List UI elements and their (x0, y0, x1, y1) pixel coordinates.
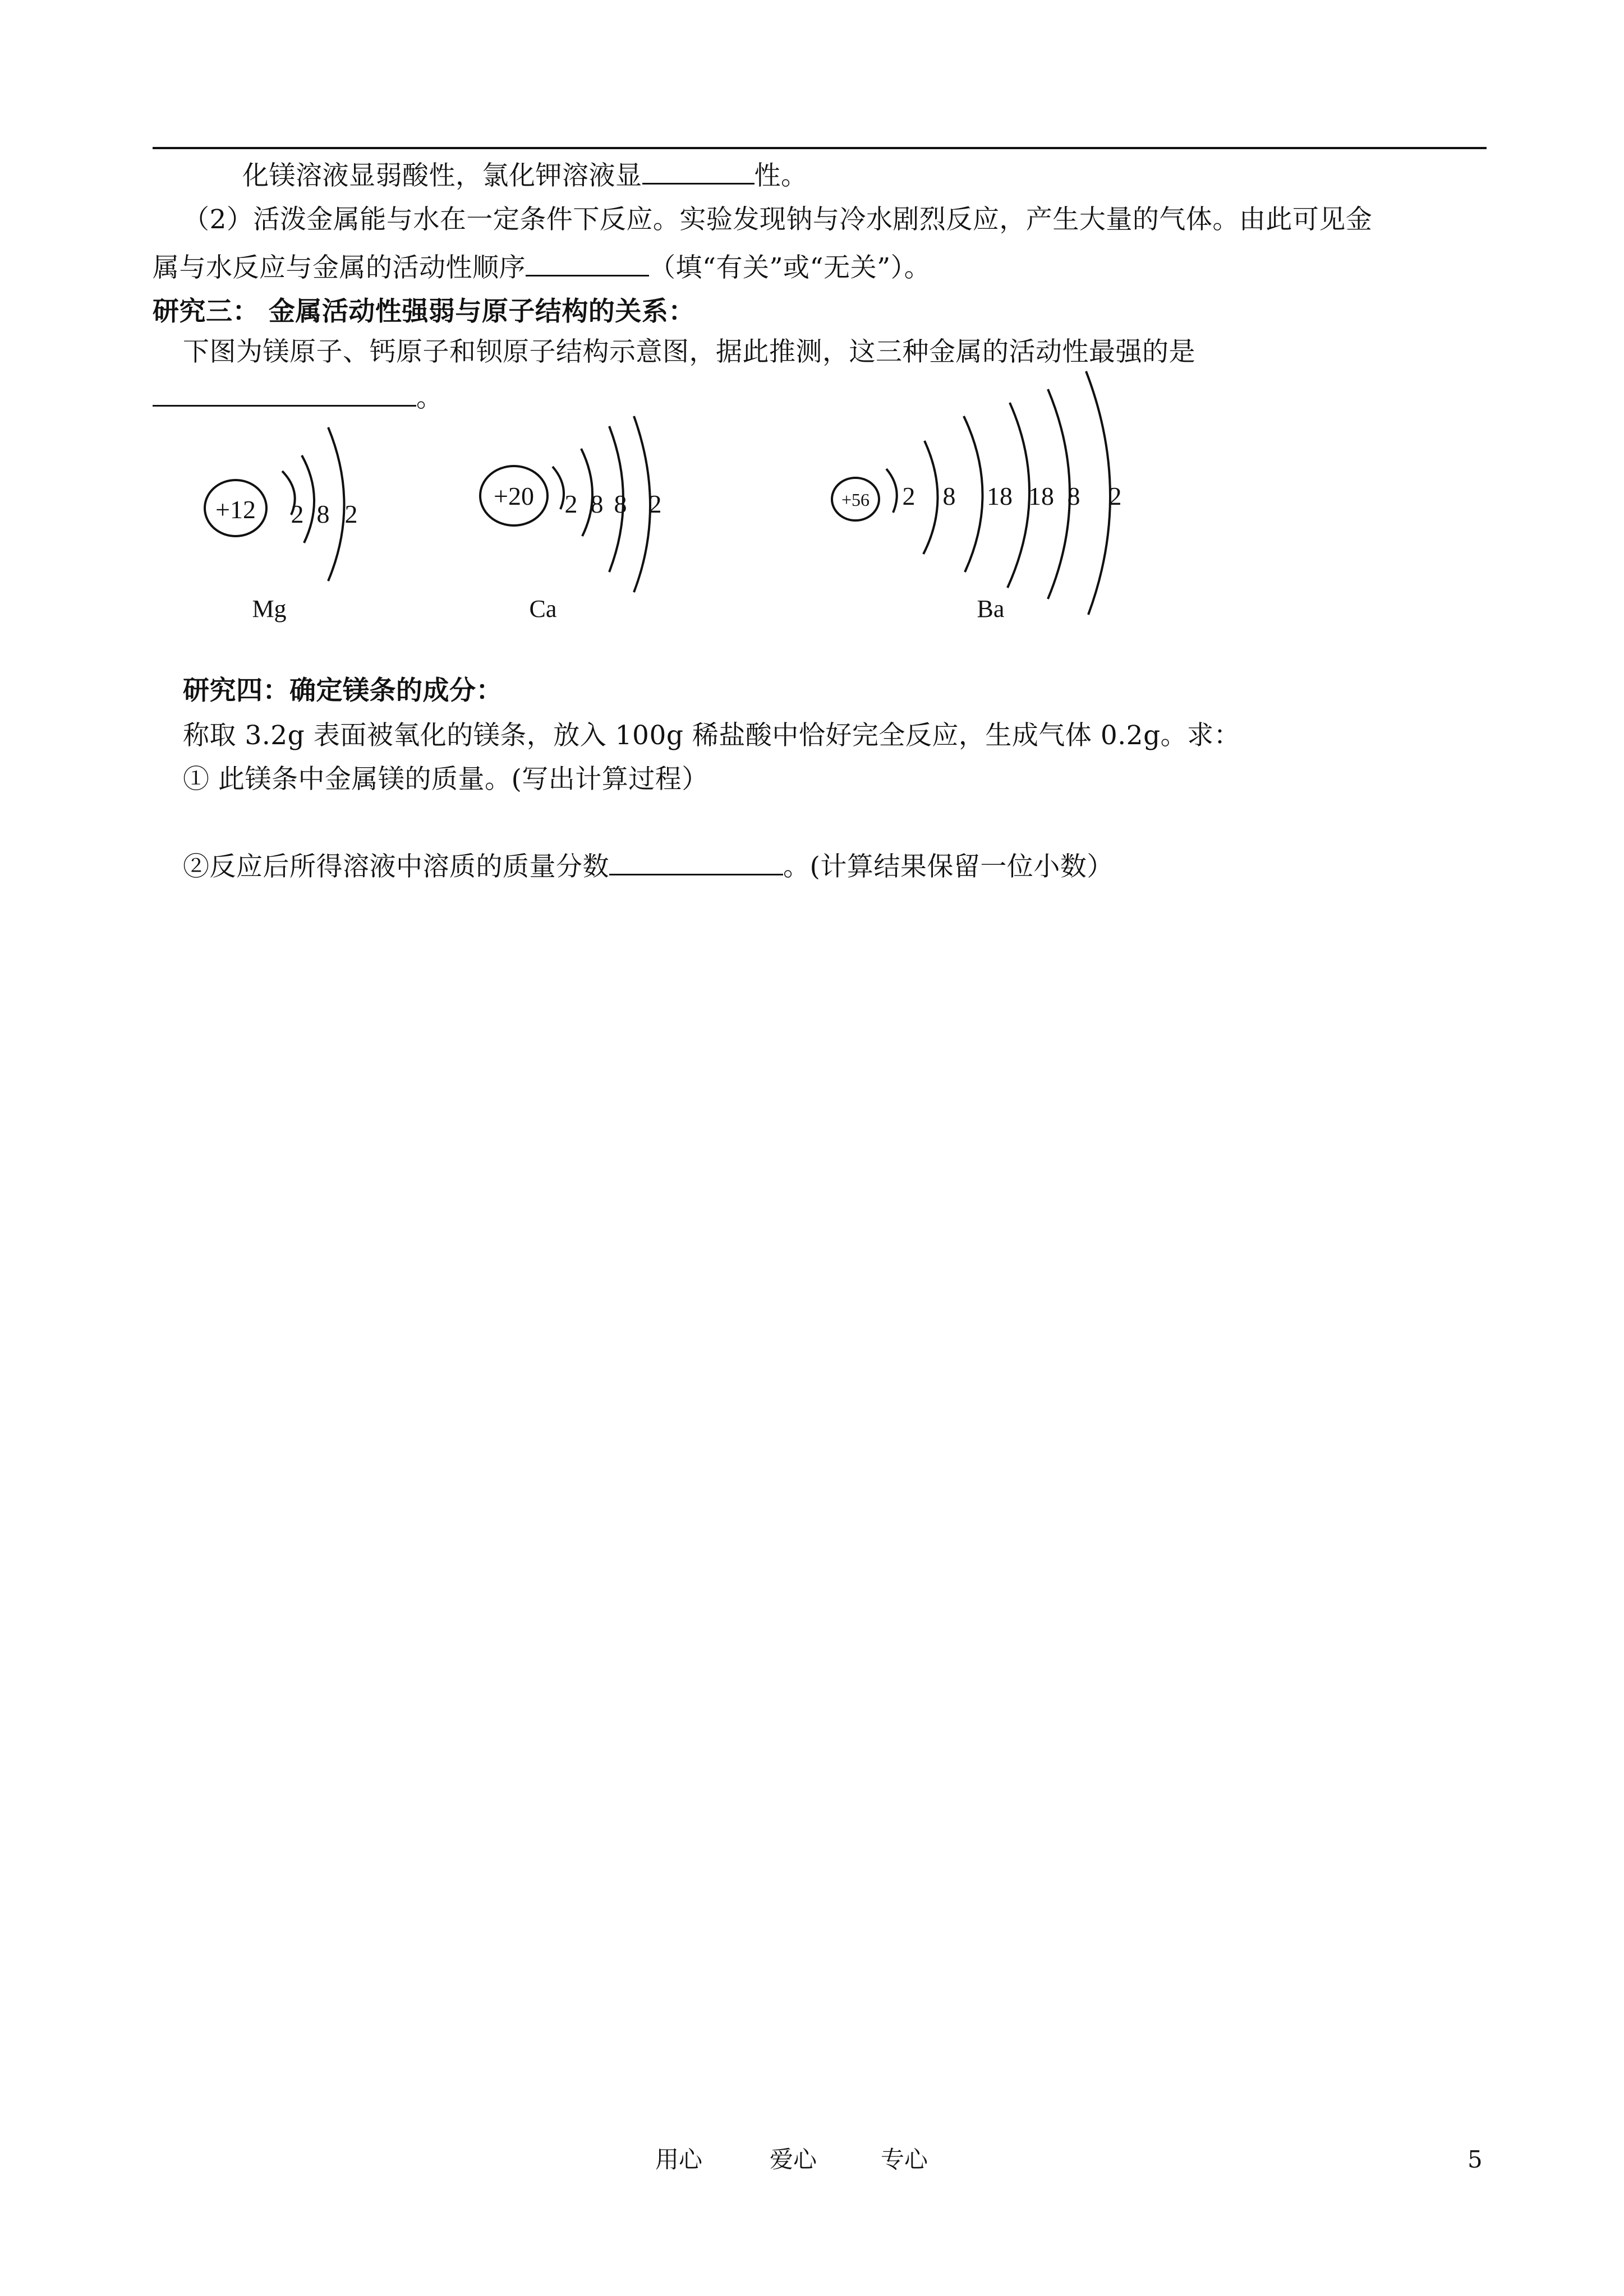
text-l3-before: 属与水反应与金属的活动性顺序 (153, 252, 526, 283)
ba-shell-electrons: 8 (942, 482, 956, 510)
text-l2: （2）活泼金属能与水在一定条件下反应。实验发现钠与冷水剧烈反应，产生大量的气体。由此可见金 (183, 204, 1373, 235)
text-q2-before: ②反应后所得溶液中溶质的质量分数 (183, 851, 609, 882)
ba-shell-arc (923, 441, 938, 554)
line-active-metal-water (183, 203, 1372, 237)
ba-shell-arc (1048, 389, 1070, 599)
study4-title: 研究四：确定镁条的成分： (183, 675, 503, 706)
ca-shell-electrons: 8 (614, 490, 627, 518)
answer-blank-activity-order[interactable] (526, 249, 649, 276)
ca-nucleus-circle (480, 466, 548, 525)
line-most-active-metal (153, 379, 443, 415)
ca-shell-arc (634, 416, 650, 592)
question-1: ① 此镁条中金属镁的质量。(写出计算过程） (183, 764, 709, 795)
mg-nucleus-circle (205, 480, 266, 536)
mg-shell-arc (302, 455, 314, 543)
study3-title: 研究三： 金属活动性强弱与原子结构的关系： (153, 296, 695, 327)
line-activity-order (153, 249, 931, 285)
mg-shell-electrons: 2 (344, 500, 358, 528)
answer-blank-most-active-metal[interactable] (153, 379, 416, 407)
ba-shell-electrons: 18 (1028, 482, 1054, 510)
ba-shell-arc (964, 416, 983, 572)
ba-nucleus-label: +56 (841, 490, 870, 510)
mg-symbol: Mg (252, 595, 287, 623)
text-q2-after: 。(计算结果保留一位小数） (783, 851, 1114, 882)
footer-motto-3: 专心 (881, 2146, 928, 2173)
answer-blank-potassium-chloride[interactable] (642, 157, 755, 185)
answer-blank-mass-fraction[interactable] (609, 848, 783, 875)
footer-motto-2: 爱心 (770, 2146, 817, 2173)
ba-nucleus-circle (832, 478, 879, 520)
text-l1-before: 化镁溶液显弱酸性，氯化钾溶液显 (242, 160, 642, 191)
ba-shell-arc (1086, 371, 1110, 615)
ca-shell-arc (609, 426, 623, 572)
text-l3-after: （填“有关”或“无关”）。 (649, 252, 931, 283)
mg-shell-electrons: 8 (316, 500, 330, 528)
mg-shell-arc (282, 471, 295, 515)
ca-symbol: Ca (529, 595, 557, 623)
ca-shell-electrons: 2 (564, 490, 578, 518)
text-l1-after: 性。 (754, 160, 808, 191)
ca-shell-arc (581, 449, 592, 536)
line-magnesium-chloride (242, 157, 808, 193)
ba-shell-electrons: 18 (987, 482, 1013, 510)
question-2 (183, 848, 1114, 884)
study4-text: 称取 3.2g 表面被氧化的镁条，放入 100g 稀盐酸中恰好完全反应，生成气体 0.2g。求： (183, 720, 1241, 751)
ba-shell-arc (1007, 403, 1029, 588)
ba-symbol: Ba (977, 595, 1005, 623)
study3-text: 下图为镁原子、钙原子和钡原子结构示意图，据此推测，这三种金属的活动性最强的是 (183, 336, 1195, 367)
mg-nucleus-label: +12 (215, 495, 256, 524)
footer-motto-1: 用心 (655, 2146, 703, 2173)
ba-shell-electrons: 8 (1067, 482, 1080, 510)
ba-shell-electrons: 2 (1108, 482, 1122, 510)
ba-shell-electrons: 2 (902, 482, 915, 510)
header-rule (153, 147, 1487, 149)
ca-nucleus-label: +20 (494, 482, 534, 510)
ca-shell-electrons: 2 (648, 490, 662, 518)
text-study3-end: 。 (416, 382, 443, 413)
ca-shell-arc (553, 467, 564, 509)
page-number: 5 (1467, 2146, 1483, 2173)
ca-shell-electrons: 8 (590, 490, 604, 518)
ba-shell-arc (886, 469, 897, 513)
mg-shell-arc (328, 427, 344, 581)
mg-shell-electrons: 2 (291, 500, 304, 528)
